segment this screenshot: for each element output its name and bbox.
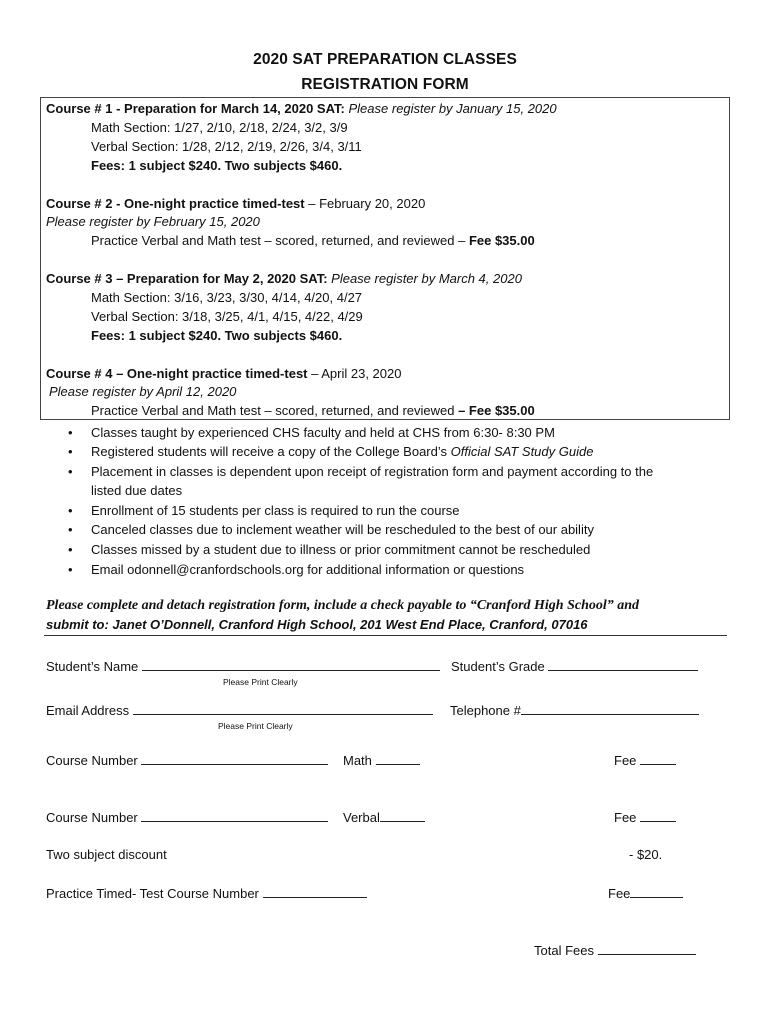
study-guide-title: Official SAT Study Guide xyxy=(450,444,594,459)
course-1-math: Math Section: 1/27, 2/10, 2/18, 2/24, 3/2, 3/9 xyxy=(91,120,348,135)
course-2-heading: Course # 2 - One-night practice timed-test xyxy=(46,196,305,211)
bullet-item-5: Canceled classes due to inclement weather will be rescheduled to the best of our ability xyxy=(91,522,594,537)
course-2-desc: Practice Verbal and Math test – scored, returned, and reviewed – xyxy=(91,233,469,248)
total-fees-row xyxy=(534,942,696,959)
bullet-item-1: Classes taught by experienced CHS faculty and held at CHS from 6:30- 8:30 PM xyxy=(91,425,555,440)
course-1-fees: Fees: 1 subject $240. Two subjects $460. xyxy=(91,158,343,173)
discount-amount: - $20. xyxy=(629,847,663,862)
course-2-fee: Fee $35.00 xyxy=(468,233,535,248)
course-3-heading-line xyxy=(46,271,522,287)
verbal-label: Verbal xyxy=(343,810,380,825)
total-fees-input[interactable] xyxy=(598,942,696,955)
bullet-icon: • xyxy=(68,425,73,440)
course-3-fees: Fees: 1 subject $240. Two subjects $460. xyxy=(91,328,343,343)
total-fees-label: Total Fees xyxy=(534,943,594,958)
bullet-icon: • xyxy=(68,522,73,537)
fee-input-3[interactable] xyxy=(630,885,683,898)
course-4-fee: – Fee $35.00 xyxy=(458,403,535,418)
bullet-item-6: Classes missed by a student due to illness or prior commitment cannot be rescheduled xyxy=(91,542,591,557)
course-3-register-by: Please register by March 4, 2020 xyxy=(331,271,522,286)
course-number-label: Course Number xyxy=(46,753,138,768)
fee-row-2 xyxy=(614,809,676,826)
practice-course-label: Practice Timed- Test Course Number xyxy=(46,886,259,901)
email-label: Email Address xyxy=(46,703,130,718)
course-number-verbal-row xyxy=(46,809,328,826)
course-4-heading: Course # 4 – One-night practice timed-test xyxy=(46,366,308,381)
fee-input-1[interactable] xyxy=(640,752,676,765)
bullet-icon: • xyxy=(68,464,73,479)
math-input[interactable] xyxy=(376,752,420,765)
instructions-line-2: submit to: Janet O’Donnell, Cranford High School, 201 West End Place, Cranford, 07016 xyxy=(46,617,588,632)
instructions-line-1: Please complete and detach registration form, include a check payable to “Cranford High School” and xyxy=(46,598,640,613)
course-2-desc-line xyxy=(91,233,535,249)
course-4-heading-line xyxy=(46,366,401,382)
bullet-icon: • xyxy=(68,542,73,557)
fee-label: Fee xyxy=(608,886,631,901)
course-1-verbal: Verbal Section: 1/28, 2/12, 2/19, 2/26, 3/4, 3/11 xyxy=(91,139,362,154)
math-label: Math xyxy=(343,753,372,768)
bullet-item-2 xyxy=(91,444,593,460)
bullet-item-7: Email odonnell@cranfordschools.org for additional information or questions xyxy=(91,562,525,577)
course-4-desc-line xyxy=(91,403,535,419)
email-input[interactable] xyxy=(133,702,433,715)
telephone-input[interactable] xyxy=(521,702,699,715)
course-4-date: – April 23, 2020 xyxy=(307,366,402,381)
fee-label: Fee xyxy=(614,810,637,825)
detach-divider xyxy=(44,635,727,636)
page-title: 2020 SAT PREPARATION CLASSES xyxy=(253,51,517,68)
bullet-item-2-text: Registered students will receive a copy of the College Board’s xyxy=(91,444,451,459)
verbal-input[interactable] xyxy=(380,809,425,822)
course-2-heading-line xyxy=(46,196,425,212)
fee-row-1 xyxy=(614,752,676,769)
verbal-row xyxy=(343,809,425,826)
course-number-label: Course Number xyxy=(46,810,138,825)
student-name-input[interactable] xyxy=(142,658,440,671)
student-name-row xyxy=(46,658,440,675)
course-3-math: Math Section: 3/16, 3/23, 3/30, 4/14, 4/20, 4/27 xyxy=(91,290,363,305)
course-3-heading: Course # 3 – Preparation for May 2, 2020 SAT: xyxy=(46,271,328,286)
fee-input-2[interactable] xyxy=(640,809,676,822)
fee-label: Fee xyxy=(614,753,637,768)
course-number-math-input[interactable] xyxy=(141,752,328,765)
course-2-date: – February 20, 2020 xyxy=(304,196,426,211)
course-4-desc: Practice Verbal and Math test – scored, returned, and reviewed xyxy=(91,403,459,418)
bullet-item-4: Enrollment of 15 students per class is required to run the course xyxy=(91,503,460,518)
student-grade-row xyxy=(451,658,698,675)
course-1-register-by: Please register by January 15, 2020 xyxy=(348,101,557,116)
student-name-label: Student’s Name xyxy=(46,659,139,674)
fee-row-3 xyxy=(608,885,683,902)
page-subtitle: REGISTRATION FORM xyxy=(301,76,469,93)
math-row xyxy=(343,752,420,769)
email-row xyxy=(46,702,433,719)
course-number-verbal-input[interactable] xyxy=(141,809,328,822)
course-1-heading: Course # 1 - Preparation for March 14, 2020 SAT: xyxy=(46,101,345,116)
student-grade-label: Student’s Grade xyxy=(451,659,545,674)
practice-course-row xyxy=(46,885,367,902)
practice-course-input[interactable] xyxy=(263,885,367,898)
bullet-item-3a: Placement in classes is dependent upon receipt of registration form and payment according to the xyxy=(91,464,654,479)
two-subject-discount-label: Two subject discount xyxy=(46,847,167,862)
bullet-icon: • xyxy=(68,562,73,577)
print-clearly-hint: Please Print Clearly xyxy=(223,677,298,687)
course-1-heading-line xyxy=(46,101,557,117)
course-4-register-by: Please register by April 12, 2020 xyxy=(49,384,237,399)
course-3-verbal: Verbal Section: 3/18, 3/25, 4/1, 4/15, 4/22, 4/29 xyxy=(91,309,363,324)
student-grade-input[interactable] xyxy=(548,658,698,671)
course-2-register-by: Please register by February 15, 2020 xyxy=(46,214,260,229)
course-number-math-row xyxy=(46,752,328,769)
bullet-icon: • xyxy=(68,444,73,459)
bullet-item-3b: listed due dates xyxy=(91,483,183,498)
telephone-label: Telephone # xyxy=(450,703,521,718)
bullet-icon: • xyxy=(68,503,73,518)
print-clearly-hint: Please Print Clearly xyxy=(218,721,293,731)
telephone-row xyxy=(450,702,699,719)
